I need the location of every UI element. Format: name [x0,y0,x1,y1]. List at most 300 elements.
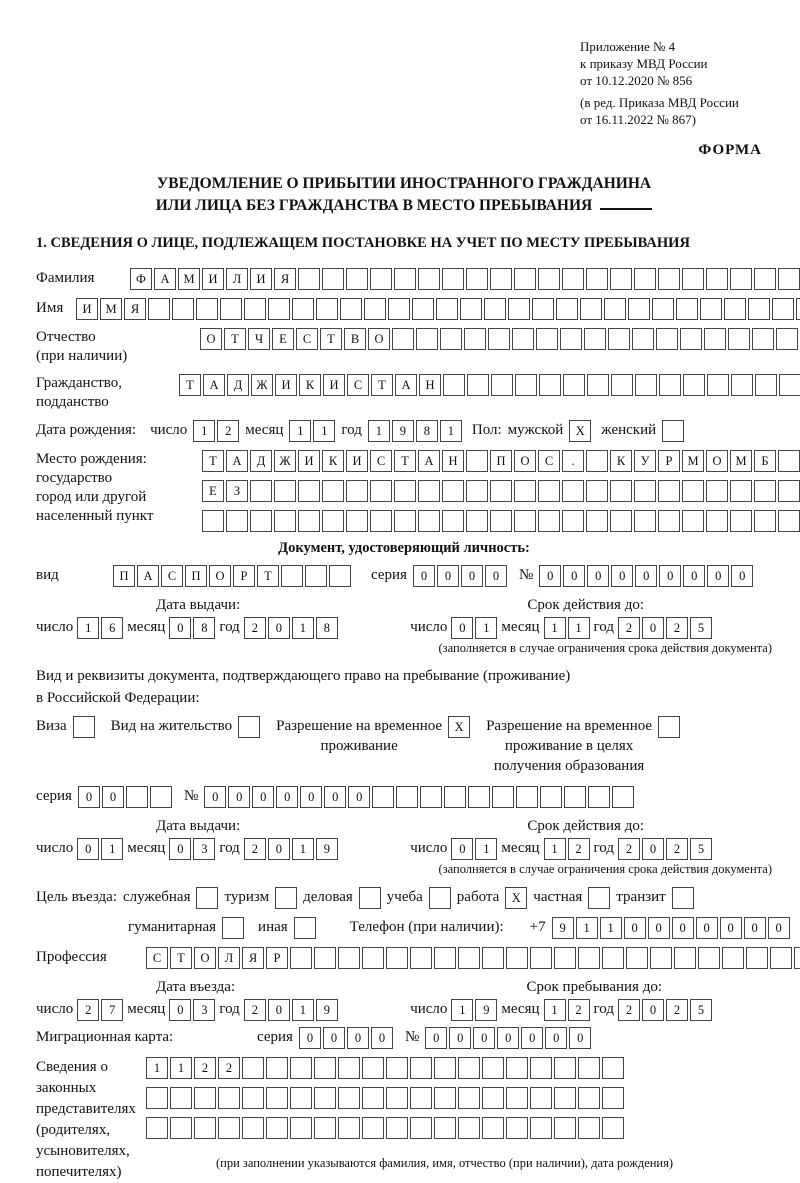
given-name-cell[interactable] [796,298,800,320]
surname-cell[interactable] [322,268,344,290]
birth-place-cell[interactable] [250,510,272,532]
representatives-cell[interactable] [290,1117,312,1139]
birth-place-cell[interactable]: Р [658,450,680,472]
surname-cell[interactable]: Л [226,268,248,290]
birth-place-cell[interactable] [514,480,536,502]
surname-cell[interactable]: Я [274,268,296,290]
birth-place-cell[interactable] [586,480,608,502]
representatives-cell[interactable] [314,1087,336,1109]
residence-valid-year-cell[interactable]: 5 [690,838,712,860]
residence-doc-number-cell[interactable]: 0 [252,786,274,808]
patronymic-cell[interactable] [680,328,702,350]
residence-doc-number-cell[interactable] [564,786,586,808]
citizenship-cell[interactable]: А [395,374,417,396]
given-name-cell[interactable] [292,298,314,320]
representatives-cell[interactable] [482,1087,504,1109]
visa-checkbox[interactable] [73,716,95,738]
birth-year-cell[interactable]: 1 [368,420,390,442]
given-name-cell[interactable] [268,298,290,320]
surname-cell[interactable] [634,268,656,290]
identity-valid-month-cell[interactable]: 1 [544,617,566,639]
given-name-cell[interactable] [772,298,794,320]
birth-place-cell[interactable] [490,480,512,502]
profession-cell[interactable] [386,947,408,969]
surname-cell[interactable] [730,268,752,290]
representatives-cell[interactable] [338,1087,360,1109]
given-name-cell[interactable] [532,298,554,320]
given-name-cell[interactable] [412,298,434,320]
identity-doc-type-cell[interactable] [305,565,327,587]
given-name-cell[interactable]: М [100,298,122,320]
birth-place-cell[interactable] [322,480,344,502]
citizenship-cell[interactable]: К [299,374,321,396]
stay-day-cell[interactable]: 9 [475,999,497,1021]
identity-doc-number-cell[interactable]: 0 [587,565,609,587]
representatives-cell[interactable] [578,1057,600,1079]
temp-residence-edu-checkbox[interactable] [658,716,680,738]
birth-place-cell[interactable] [562,510,584,532]
patronymic-cell[interactable]: О [200,328,222,350]
phone-digit-cell[interactable]: 0 [672,917,694,939]
residence-issue-year-cell[interactable]: 9 [316,838,338,860]
citizenship-cell[interactable]: Т [371,374,393,396]
representatives-cell[interactable] [266,1117,288,1139]
given-name-cell[interactable] [628,298,650,320]
birth-place-cell[interactable]: С [538,450,560,472]
entry-month-cell[interactable]: 0 [169,999,191,1021]
representatives-cell[interactable] [362,1087,384,1109]
residence-doc-series-cell[interactable] [126,786,148,808]
birth-place-cell[interactable]: М [730,450,752,472]
phone-digit-cell[interactable]: 0 [696,917,718,939]
given-name-cell[interactable] [580,298,602,320]
representatives-cell[interactable] [242,1057,264,1079]
representatives-cell[interactable] [314,1057,336,1079]
representatives-cell[interactable]: 1 [146,1057,168,1079]
identity-doc-series-cell[interactable]: 0 [485,565,507,587]
birth-place-cell[interactable] [490,510,512,532]
birth-day-cell[interactable]: 2 [217,420,239,442]
representatives-cell[interactable] [338,1117,360,1139]
citizenship-cell[interactable] [731,374,753,396]
identity-issue-year-cell[interactable]: 0 [268,617,290,639]
given-name-cell[interactable] [244,298,266,320]
surname-cell[interactable] [562,268,584,290]
patronymic-cell[interactable] [752,328,774,350]
representatives-cell[interactable] [218,1087,240,1109]
representatives-cell[interactable] [194,1117,216,1139]
residence-issue-day-cell[interactable]: 1 [101,838,123,860]
representatives-cell[interactable] [482,1057,504,1079]
representatives-cell[interactable] [194,1087,216,1109]
citizenship-cell[interactable] [707,374,729,396]
birth-place-cell[interactable] [682,480,704,502]
identity-doc-number-cell[interactable]: 0 [563,565,585,587]
birth-day-cell[interactable]: 1 [193,420,215,442]
identity-doc-type-cell[interactable]: П [185,565,207,587]
identity-doc-type-cell[interactable]: Р [233,565,255,587]
representatives-cell[interactable] [434,1117,456,1139]
birth-place-cell[interactable] [778,480,800,502]
residence-issue-day-cell[interactable]: 0 [77,838,99,860]
residence-doc-number-cell[interactable] [420,786,442,808]
profession-cell[interactable]: С [146,947,168,969]
residence-issue-month-cell[interactable]: 0 [169,838,191,860]
given-name-cell[interactable] [460,298,482,320]
representatives-cell[interactable]: 1 [170,1057,192,1079]
citizenship-cell[interactable] [587,374,609,396]
identity-doc-series-cell[interactable]: 0 [413,565,435,587]
citizenship-cell[interactable] [515,374,537,396]
birth-place-cell[interactable]: Б [754,450,776,472]
profession-cell[interactable]: Т [170,947,192,969]
identity-valid-day-cell[interactable]: 0 [451,617,473,639]
profession-cell[interactable] [722,947,744,969]
given-name-cell[interactable] [196,298,218,320]
birth-month-cell[interactable]: 1 [313,420,335,442]
citizenship-cell[interactable] [779,374,800,396]
profession-cell[interactable] [674,947,696,969]
given-name-cell[interactable] [388,298,410,320]
profession-cell[interactable] [410,947,432,969]
representatives-cell[interactable] [146,1087,168,1109]
identity-doc-series-cell[interactable]: 0 [437,565,459,587]
residence-valid-day-cell[interactable]: 0 [451,838,473,860]
patronymic-cell[interactable]: С [296,328,318,350]
residence-doc-number-cell[interactable] [540,786,562,808]
profession-cell[interactable] [602,947,624,969]
given-name-cell[interactable]: Я [124,298,146,320]
surname-cell[interactable] [298,268,320,290]
stay-year-cell[interactable]: 2 [618,999,640,1021]
birth-place-cell[interactable]: Н [442,450,464,472]
citizenship-cell[interactable] [539,374,561,396]
profession-cell[interactable] [746,947,768,969]
representatives-cell[interactable] [170,1117,192,1139]
entry-year-cell[interactable]: 9 [316,999,338,1021]
patronymic-cell[interactable] [608,328,630,350]
patronymic-cell[interactable] [704,328,726,350]
birth-place-cell[interactable]: . [562,450,584,472]
patronymic-cell[interactable] [632,328,654,350]
surname-cell[interactable] [754,268,776,290]
residence-doc-number-cell[interactable] [492,786,514,808]
representatives-cell[interactable] [266,1087,288,1109]
identity-issue-year-cell[interactable]: 8 [316,617,338,639]
birth-year-cell[interactable]: 1 [440,420,462,442]
patronymic-cell[interactable] [536,328,558,350]
migration-card-series-cell[interactable]: 0 [299,1027,321,1049]
birth-place-cell[interactable] [394,480,416,502]
given-name-cell[interactable] [484,298,506,320]
surname-cell[interactable]: И [202,268,224,290]
identity-issue-month-cell[interactable]: 0 [169,617,191,639]
identity-doc-number-cell[interactable]: 0 [731,565,753,587]
phone-digit-cell[interactable]: 9 [552,917,574,939]
birth-place-cell[interactable] [682,510,704,532]
residence-issue-month-cell[interactable]: 3 [193,838,215,860]
residence-doc-series-cell[interactable]: 0 [102,786,124,808]
citizenship-cell[interactable]: Н [419,374,441,396]
birth-place-cell[interactable] [706,510,728,532]
identity-doc-type-cell[interactable] [329,565,351,587]
profession-cell[interactable]: Р [266,947,288,969]
profession-cell[interactable] [506,947,528,969]
birth-place-cell[interactable]: И [346,450,368,472]
given-name-cell[interactable] [436,298,458,320]
representatives-cell[interactable] [242,1087,264,1109]
surname-cell[interactable]: Ф [130,268,152,290]
birth-place-cell[interactable] [514,510,536,532]
surname-cell[interactable] [514,268,536,290]
migration-card-number-cell[interactable]: 0 [521,1027,543,1049]
birth-place-cell[interactable] [442,480,464,502]
representatives-cell[interactable] [410,1117,432,1139]
entry-day-cell[interactable]: 7 [101,999,123,1021]
profession-cell[interactable] [482,947,504,969]
citizenship-cell[interactable]: Д [227,374,249,396]
purpose-private-checkbox[interactable] [588,887,610,909]
given-name-cell[interactable] [676,298,698,320]
residence-valid-year-cell[interactable]: 2 [666,838,688,860]
given-name-cell[interactable] [604,298,626,320]
identity-doc-type-cell[interactable]: О [209,565,231,587]
identity-issue-year-cell[interactable]: 2 [244,617,266,639]
representatives-cell[interactable] [338,1057,360,1079]
surname-cell[interactable] [586,268,608,290]
residence-valid-month-cell[interactable]: 1 [544,838,566,860]
entry-year-cell[interactable]: 1 [292,999,314,1021]
identity-issue-day-cell[interactable]: 6 [101,617,123,639]
stay-day-cell[interactable]: 1 [451,999,473,1021]
surname-cell[interactable] [706,268,728,290]
representatives-cell[interactable] [554,1117,576,1139]
birth-place-cell[interactable] [586,450,608,472]
birth-place-cell[interactable] [226,510,248,532]
representatives-cell[interactable] [602,1057,624,1079]
birth-place-cell[interactable] [346,480,368,502]
purpose-tourism-checkbox[interactable] [275,887,297,909]
given-name-cell[interactable] [556,298,578,320]
identity-doc-type-cell[interactable]: Т [257,565,279,587]
purpose-humanitarian-checkbox[interactable] [222,917,244,939]
identity-doc-number-cell[interactable]: 0 [539,565,561,587]
identity-doc-number-cell[interactable]: 0 [611,565,633,587]
given-name-cell[interactable]: И [76,298,98,320]
citizenship-cell[interactable]: Ж [251,374,273,396]
profession-cell[interactable] [698,947,720,969]
phone-digit-cell[interactable]: 0 [768,917,790,939]
citizenship-cell[interactable] [491,374,513,396]
phone-digit-cell[interactable]: 0 [648,917,670,939]
identity-doc-number-cell[interactable]: 0 [683,565,705,587]
stay-month-cell[interactable]: 1 [544,999,566,1021]
migration-card-series-cell[interactable]: 0 [347,1027,369,1049]
migration-card-number-cell[interactable]: 0 [473,1027,495,1049]
surname-cell[interactable] [682,268,704,290]
residence-doc-number-cell[interactable]: 0 [348,786,370,808]
residence-valid-year-cell[interactable]: 2 [618,838,640,860]
profession-cell[interactable] [362,947,384,969]
representatives-cell[interactable] [506,1117,528,1139]
birth-place-cell[interactable] [610,510,632,532]
identity-valid-day-cell[interactable]: 1 [475,617,497,639]
surname-cell[interactable] [418,268,440,290]
birth-place-cell[interactable]: У [634,450,656,472]
representatives-cell[interactable] [266,1057,288,1079]
representatives-cell[interactable] [386,1057,408,1079]
given-name-cell[interactable] [508,298,530,320]
entry-month-cell[interactable]: 3 [193,999,215,1021]
patronymic-cell[interactable]: Ч [248,328,270,350]
residence-doc-number-cell[interactable]: 0 [228,786,250,808]
birth-place-cell[interactable] [562,480,584,502]
residence-doc-number-cell[interactable] [468,786,490,808]
citizenship-cell[interactable] [755,374,777,396]
citizenship-cell[interactable]: И [323,374,345,396]
residence-doc-number-cell[interactable] [396,786,418,808]
residence-issue-year-cell[interactable]: 0 [268,838,290,860]
birth-place-cell[interactable] [586,510,608,532]
identity-doc-series-cell[interactable]: 0 [461,565,483,587]
entry-year-cell[interactable]: 2 [244,999,266,1021]
given-name-cell[interactable] [652,298,674,320]
sex-male-checkbox[interactable]: X [569,420,591,442]
residence-doc-number-cell[interactable] [372,786,394,808]
birth-place-cell[interactable] [466,510,488,532]
given-name-cell[interactable] [316,298,338,320]
surname-cell[interactable] [466,268,488,290]
birth-place-cell[interactable] [538,510,560,532]
residence-doc-series-cell[interactable]: 0 [78,786,100,808]
identity-doc-number-cell[interactable]: 0 [659,565,681,587]
representatives-cell[interactable] [482,1117,504,1139]
representatives-cell[interactable] [362,1117,384,1139]
citizenship-cell[interactable] [563,374,585,396]
profession-cell[interactable]: О [194,947,216,969]
birth-place-cell[interactable] [706,480,728,502]
birth-place-cell[interactable] [442,510,464,532]
birth-place-cell[interactable]: Т [202,450,224,472]
residence-permit-checkbox[interactable] [238,716,260,738]
identity-doc-type-cell[interactable] [281,565,303,587]
birth-place-cell[interactable] [658,480,680,502]
profession-cell[interactable] [530,947,552,969]
profession-cell[interactable] [314,947,336,969]
birth-place-cell[interactable] [370,480,392,502]
birth-place-cell[interactable]: К [610,450,632,472]
representatives-cell[interactable] [242,1117,264,1139]
citizenship-cell[interactable] [611,374,633,396]
profession-cell[interactable] [626,947,648,969]
representatives-cell[interactable] [410,1087,432,1109]
patronymic-cell[interactable]: Е [272,328,294,350]
identity-doc-number-cell[interactable]: 0 [707,565,729,587]
sex-female-checkbox[interactable] [662,420,684,442]
patronymic-cell[interactable] [776,328,798,350]
birth-year-cell[interactable]: 8 [416,420,438,442]
representatives-cell[interactable] [434,1057,456,1079]
given-name-cell[interactable] [220,298,242,320]
birth-place-cell[interactable] [298,480,320,502]
representatives-cell[interactable] [218,1117,240,1139]
patronymic-cell[interactable] [416,328,438,350]
surname-cell[interactable] [658,268,680,290]
citizenship-cell[interactable] [635,374,657,396]
birth-place-cell[interactable] [274,510,296,532]
representatives-cell[interactable] [314,1117,336,1139]
residence-issue-year-cell[interactable]: 1 [292,838,314,860]
entry-day-cell[interactable]: 2 [77,999,99,1021]
birth-place-cell[interactable]: А [226,450,248,472]
residence-valid-month-cell[interactable]: 2 [568,838,590,860]
patronymic-cell[interactable] [560,328,582,350]
representatives-cell[interactable] [362,1057,384,1079]
migration-card-number-cell[interactable]: 0 [497,1027,519,1049]
residence-issue-year-cell[interactable]: 2 [244,838,266,860]
birth-place-cell[interactable]: С [370,450,392,472]
citizenship-cell[interactable]: Т [179,374,201,396]
given-name-cell[interactable] [700,298,722,320]
given-name-cell[interactable] [724,298,746,320]
birth-place-cell[interactable]: П [490,450,512,472]
migration-card-series-cell[interactable]: 0 [371,1027,393,1049]
surname-cell[interactable] [394,268,416,290]
profession-cell[interactable] [458,947,480,969]
surname-cell[interactable] [490,268,512,290]
representatives-cell[interactable]: 2 [218,1057,240,1079]
profession-cell[interactable]: Л [218,947,240,969]
birth-place-cell[interactable] [634,510,656,532]
representatives-cell[interactable] [530,1117,552,1139]
birth-place-cell[interactable] [730,480,752,502]
residence-doc-number-cell[interactable]: 0 [204,786,226,808]
profession-cell[interactable] [290,947,312,969]
patronymic-cell[interactable] [488,328,510,350]
birth-place-cell[interactable] [538,480,560,502]
representatives-cell[interactable] [458,1087,480,1109]
birth-place-cell[interactable] [778,450,800,472]
identity-valid-year-cell[interactable]: 2 [618,617,640,639]
identity-valid-month-cell[interactable]: 1 [568,617,590,639]
birth-place-cell[interactable]: А [418,450,440,472]
given-name-cell[interactable] [748,298,770,320]
citizenship-cell[interactable] [443,374,465,396]
profession-cell[interactable] [770,947,792,969]
surname-cell[interactable] [778,268,800,290]
birth-place-cell[interactable] [418,480,440,502]
given-name-cell[interactable] [364,298,386,320]
surname-cell[interactable] [538,268,560,290]
purpose-transit-checkbox[interactable] [672,887,694,909]
representatives-cell[interactable] [554,1057,576,1079]
citizenship-cell[interactable]: И [275,374,297,396]
birth-place-cell[interactable] [634,480,656,502]
birth-place-cell[interactable] [730,510,752,532]
profession-cell[interactable] [578,947,600,969]
birth-place-cell[interactable] [466,450,488,472]
profession-cell[interactable] [338,947,360,969]
birth-place-cell[interactable] [658,510,680,532]
birth-month-cell[interactable]: 1 [289,420,311,442]
birth-place-cell[interactable]: Ж [274,450,296,472]
identity-doc-type-cell[interactable]: П [113,565,135,587]
birth-place-cell[interactable] [322,510,344,532]
profession-cell[interactable] [554,947,576,969]
purpose-business-checkbox[interactable] [359,887,381,909]
representatives-cell[interactable] [578,1117,600,1139]
identity-valid-year-cell[interactable]: 0 [642,617,664,639]
